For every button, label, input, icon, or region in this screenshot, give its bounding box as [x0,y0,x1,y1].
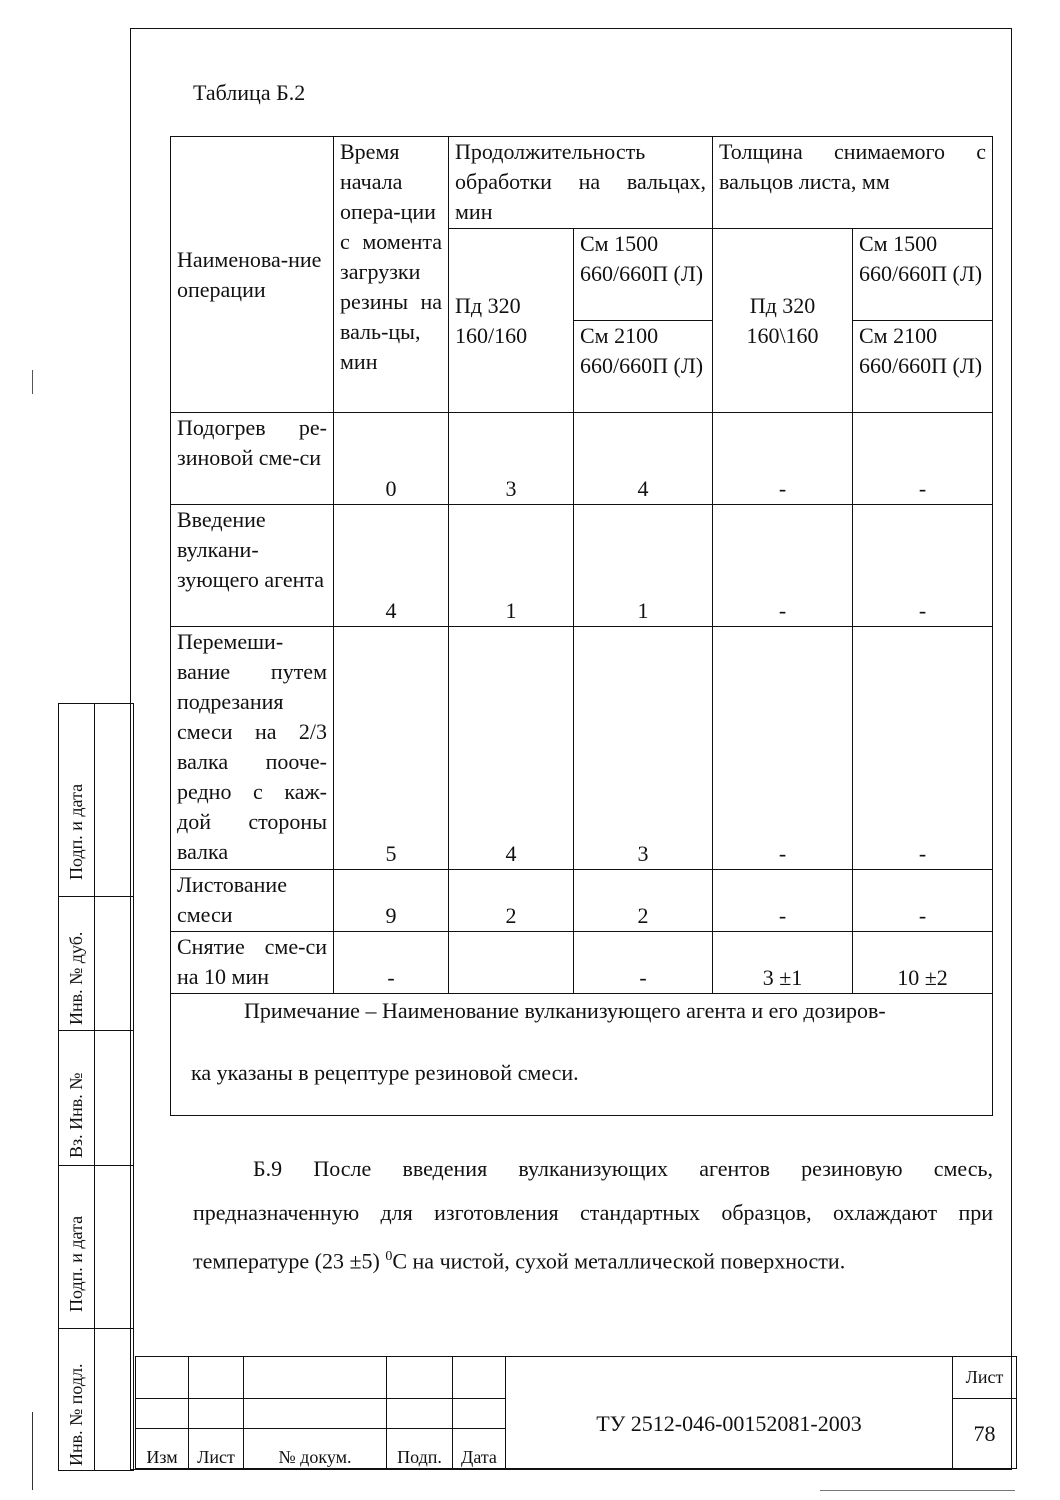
row-pd: 1 [449,505,574,627]
sheet-label: Лист [953,1357,1017,1399]
row-time: 5 [334,627,449,870]
row-name: Листование смеси [171,870,334,932]
title-block [135,1356,1017,1469]
row-sm: 4 [574,413,713,505]
sheet-number: 78 [953,1399,1017,1469]
row-t2: 10 ±2 [853,932,993,994]
margin-mark [32,370,33,394]
header-sm1500-duration: См 1500 660/660П (Л) [574,229,713,321]
paragraph-text: Б.9 После введения вулканизующих агентов резиновую смесь, предназначенную для изготовления стандартных образцов, охлаждают при температуре (23 ±5) [193,1156,993,1274]
stamp-cell [453,1399,506,1429]
header-duration: Продолжительность обработки на вальцах, мин [449,137,713,229]
row-pd: 3 [449,413,574,505]
row-time: - [334,932,449,994]
header-sm2100-thickness: См 2100 660/660П (Л) [853,321,993,413]
note-line-2: ка указаны в рецептуре резиновой смеси. [191,1060,579,1085]
row-name: Подогрев ре-зиновой сме-си [171,413,334,505]
stamp-cell [136,1399,189,1429]
stamp-cell [453,1357,506,1399]
stamp-doc-no: № докум. [244,1429,387,1469]
table-row [171,870,993,932]
side-label-dup-inv: Инв. № дуб. [66,931,86,1025]
row-pd [449,932,574,994]
row-t2: - [853,505,993,627]
side-stamp-divider [58,896,134,897]
stamp-cell [244,1399,387,1429]
row-t2: - [853,413,993,505]
stamp-cell [387,1357,453,1399]
row-sm: 3 [574,627,713,870]
side-label-orig-inv: Инв. № подл. [66,1363,86,1466]
header-pd-duration: Пд 320 160/160 [449,229,574,413]
side-stamp-column [94,703,95,1471]
row-pd: 4 [449,627,574,870]
table-row [171,627,993,870]
stamp-data: Дата [453,1429,506,1469]
row-sm: 1 [574,505,713,627]
row-t1: 3 ±1 [713,932,853,994]
row-time: 4 [334,505,449,627]
stamp-list: Лист [189,1429,244,1469]
row-name: Перемеши-вание путем подрезания смеси на 2/3 валка пооче-редно с каж-дой стороны валка [171,627,334,870]
row-sm: - [574,932,713,994]
side-label-sign-date-2: Подп. и дата [66,1215,86,1312]
header-sm1500-thickness: См 1500 660/660П (Л) [853,229,993,321]
header-sm2100-duration: См 2100 660/660П (Л) [574,321,713,413]
side-stamp-divider [58,1030,134,1031]
table-row [171,413,993,505]
side-stamp-divider [58,1165,134,1166]
stamp-cell [136,1357,189,1399]
stamp-izm: Изм [136,1429,189,1469]
row-sm: 2 [574,870,713,932]
row-name: Введение вулкани-зующего агента [171,505,334,627]
row-t1: - [713,505,853,627]
paragraph-superscript: 0 [385,1249,393,1264]
side-label-sign-date: Подп. и дата [66,783,86,880]
margin-line [32,1412,33,1490]
header-thickness: Толщина снимаемого с вальцов листа, мм [713,137,993,229]
header-start-time: Время начала опера-ции с момента загрузки резины на валь-цы, мин [334,137,449,413]
operations-table [170,136,993,1116]
stamp-cell [387,1399,453,1429]
note-line-1: Примечание – Наименование вулканизующего агента и его дозиров- [244,998,886,1023]
paragraph-b9 [193,1147,993,1283]
table-caption: Таблица Б.2 [193,80,306,105]
bottom-rule [820,1490,1015,1491]
document-code: ТУ 2512-046-00152081-2003 [506,1357,953,1469]
side-stamp-divider [58,1328,134,1329]
row-t2: - [853,870,993,932]
table-row [171,932,993,994]
row-time: 0 [334,413,449,505]
table-row [171,505,993,627]
row-name: Снятие сме-си на 10 мин [171,932,334,994]
row-t1: - [713,627,853,870]
header-pd-thickness: Пд 320 160\160 [713,229,853,413]
row-pd: 2 [449,870,574,932]
header-operation-name: Наименова-ние операции [171,137,334,413]
paragraph-text-end: С на чистой, сухой металлической поверхности. [392,1248,846,1274]
row-t2: - [853,627,993,870]
row-t1: - [713,870,853,932]
stamp-cell [189,1357,244,1399]
stamp-cell [244,1357,387,1399]
side-label-replace-inv: Вз. Инв. № [66,1072,86,1158]
row-t1: - [713,413,853,505]
stamp-podp: Подп. [387,1429,453,1469]
row-time: 9 [334,870,449,932]
table-note [171,994,993,1116]
stamp-cell [189,1399,244,1429]
